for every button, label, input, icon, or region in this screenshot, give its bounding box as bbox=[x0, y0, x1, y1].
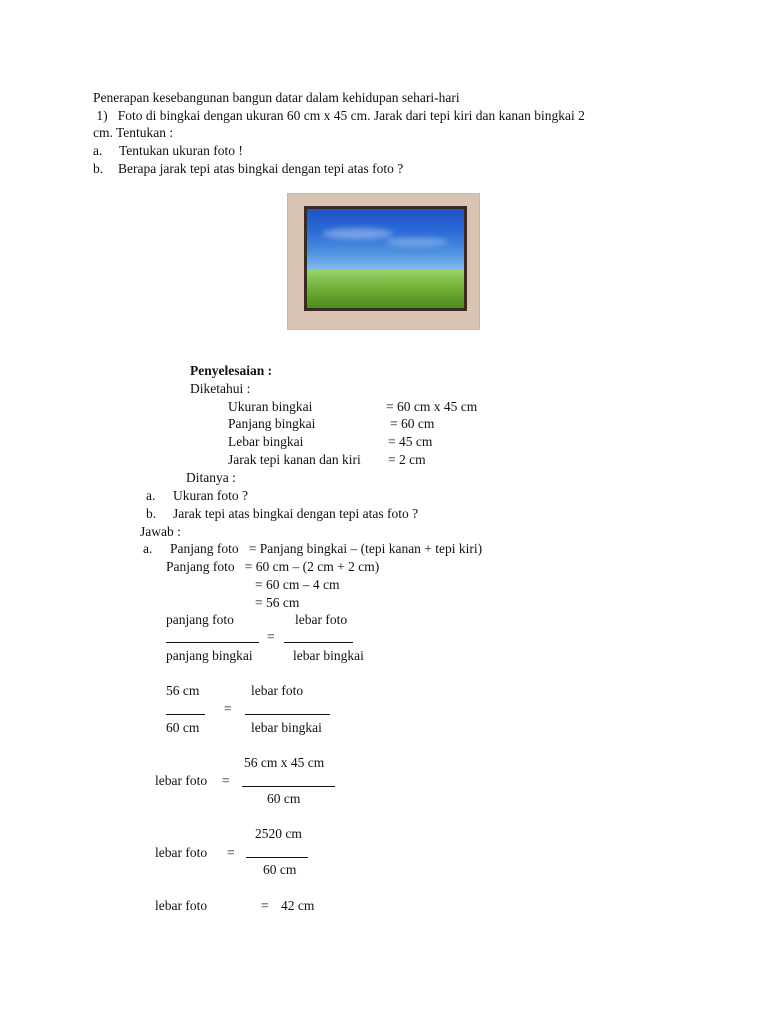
result-value: 42 cm bbox=[281, 898, 315, 913]
ratio-denominator-left: panjang bingkai bbox=[166, 648, 253, 663]
question-b-text: Berapa jarak tepi atas bingkai dengan tepi atas foto ? bbox=[118, 161, 404, 176]
ratio-numerator-left: 56 cm bbox=[166, 683, 200, 698]
framed-photo-image bbox=[287, 193, 480, 330]
ratio-denominator-left: 60 cm bbox=[166, 720, 200, 735]
fraction-bar bbox=[246, 857, 308, 858]
equals-sign: = bbox=[227, 845, 235, 860]
known-item-value: = 60 cm x 45 cm bbox=[386, 399, 478, 414]
problem-text-line-1: 1) Foto di bingkai dengan ukuran 60 cm x 45 cm. Jarak dari tepi kiri dan kanan bingkai 2 bbox=[93, 108, 585, 123]
answer-line: = 60 cm – 4 cm bbox=[255, 577, 340, 592]
asked-label: Ditanya : bbox=[186, 470, 236, 485]
known-item-label: Ukuran bingkai bbox=[228, 399, 313, 414]
fraction-bar bbox=[242, 786, 335, 787]
question-a-label: a. bbox=[93, 143, 103, 158]
question-b-label: b. bbox=[93, 161, 104, 176]
known-item-value: = 2 cm bbox=[388, 452, 426, 467]
equals-sign: = bbox=[222, 773, 230, 788]
fraction-bar bbox=[166, 714, 205, 715]
known-item-label: Panjang bingkai bbox=[228, 416, 316, 431]
ratio-numerator-right: lebar foto bbox=[295, 612, 348, 627]
solution-heading: Penyelesaian : bbox=[190, 363, 273, 378]
equals-sign: = bbox=[261, 898, 269, 913]
known-item-value: = 45 cm bbox=[388, 434, 433, 449]
known-item-label: Lebar bingkai bbox=[228, 434, 304, 449]
known-item-value: = 60 cm bbox=[390, 416, 435, 431]
page-title: Penerapan kesebangunan bangun datar dalam kehidupan sehari-hari bbox=[93, 90, 460, 105]
fraction-bar bbox=[245, 714, 330, 715]
photo-grass bbox=[307, 270, 464, 308]
calc-label: lebar foto bbox=[155, 773, 208, 788]
calc-numerator: 2520 cm bbox=[255, 826, 302, 841]
ratio-numerator-left: panjang foto bbox=[166, 612, 234, 627]
question-a-text: Tentukan ukuran foto ! bbox=[119, 143, 243, 158]
answer-line: Panjang foto = 60 cm – (2 cm + 2 cm) bbox=[166, 559, 380, 574]
problem-text-line-2: cm. Tentukan : bbox=[93, 125, 174, 140]
calc-denominator: 60 cm bbox=[263, 862, 297, 877]
known-label: Diketahui : bbox=[190, 381, 251, 396]
ratio-denominator-right: lebar bingkai bbox=[251, 720, 322, 735]
fraction-bar bbox=[284, 642, 353, 643]
answer-line: = 56 cm bbox=[255, 595, 300, 610]
asked-item-label: a. bbox=[146, 488, 156, 503]
equals-sign: = bbox=[267, 629, 275, 644]
asked-item-text: Ukuran foto ? bbox=[173, 488, 248, 503]
known-item-label: Jarak tepi kanan dan kiri bbox=[228, 452, 361, 467]
calc-label: lebar foto bbox=[155, 845, 208, 860]
ratio-numerator-right: lebar foto bbox=[251, 683, 304, 698]
answer-line: Panjang foto = Panjang bingkai – (tepi kanan + tepi kiri) bbox=[170, 541, 483, 556]
ratio-denominator-right: lebar bingkai bbox=[293, 648, 364, 663]
photo-landscape bbox=[304, 206, 467, 311]
answer-label: Jawab : bbox=[140, 524, 181, 539]
fraction-bar bbox=[166, 642, 259, 643]
asked-item-label: b. bbox=[146, 506, 157, 521]
asked-item-text: Jarak tepi atas bingkai dengan tepi atas foto ? bbox=[173, 506, 419, 521]
answer-a-label: a. bbox=[143, 541, 153, 556]
photo-sky bbox=[307, 209, 464, 272]
result-label: lebar foto bbox=[155, 898, 208, 913]
calc-denominator: 60 cm bbox=[267, 791, 301, 806]
equals-sign: = bbox=[224, 701, 232, 716]
calc-numerator: 56 cm x 45 cm bbox=[244, 755, 325, 770]
